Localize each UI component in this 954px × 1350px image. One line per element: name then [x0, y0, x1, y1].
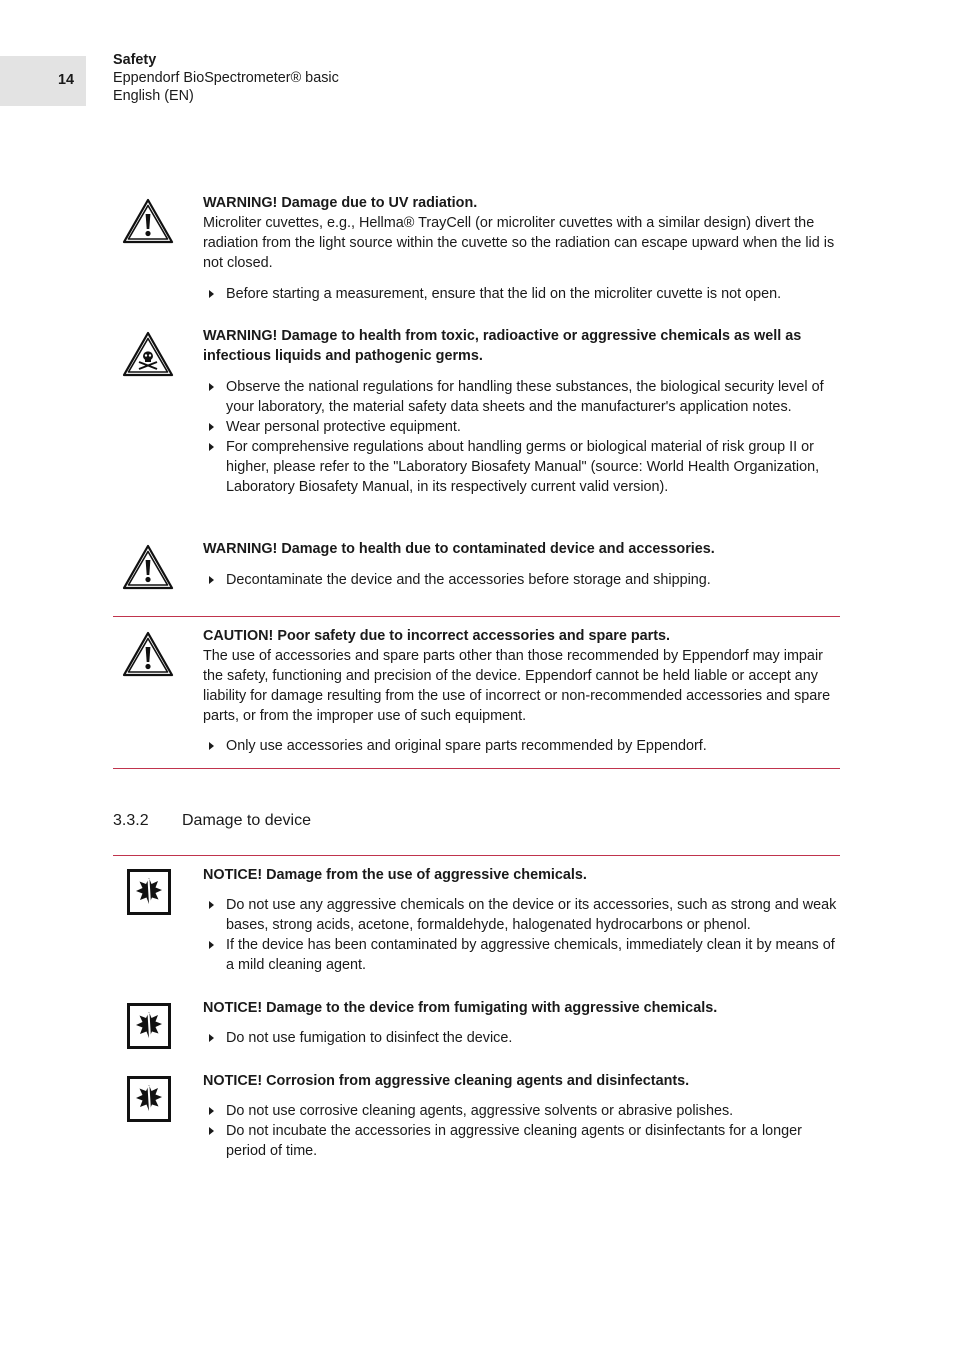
divider-rule	[113, 616, 840, 617]
notice-aggressive-chemicals	[113, 865, 840, 975]
instruction-list	[203, 736, 840, 756]
section-number: 3.3.2	[113, 812, 149, 829]
notice-heading: WARNING! Damage to health from toxic, radioactive or aggressive chemicals as well as infectious liquids and pathogenic germs.	[203, 328, 802, 364]
instruction-list	[203, 570, 840, 590]
instruction-list	[203, 377, 840, 497]
caution-accessories	[113, 626, 840, 756]
warning-toxic-chemicals	[113, 326, 840, 497]
section-title: Damage to device	[182, 812, 311, 829]
list-item: Do not incubate the accessories in aggressive cleaning agents or disinfectants for a longer period of time.	[203, 1121, 840, 1161]
notice-heading: WARNING! Damage to health due to contaminated device and accessories.	[203, 541, 715, 557]
warning-triangle-icon	[122, 631, 174, 677]
header-language: English (EN)	[113, 88, 194, 104]
notice-body: Microliter cuvettes, e.g., Hellma® TrayCell (or microliter cuvettes with a similar design) divert the radiation from the light source within the cuvette so the radiation can escape upward when the lid is not closed.	[203, 215, 835, 271]
header-section-title: Safety	[113, 52, 157, 68]
list-item: Do not use corrosive cleaning agents, aggressive solvents or abrasive polishes.	[203, 1101, 840, 1121]
bullet-arrow-icon	[209, 1127, 214, 1135]
notice-heading: WARNING! Damage due to UV radiation.	[203, 195, 478, 211]
list-item: Do not use any aggressive chemicals on the device or its accessories, such as strong and weak bases, strong acids, acetone, formaldehyde, halogenated hydrocarbons or phenol.	[203, 895, 840, 935]
notice-heading: NOTICE! Damage from the use of aggressive chemicals.	[203, 867, 587, 883]
notice-heading: NOTICE! Corrosion from aggressive cleaning agents and disinfectants.	[203, 1073, 690, 1089]
list-item: Observe the national regulations for handling these substances, the biological security level of your laboratory, the material safety data sheets and the manufacturer's application notes.	[203, 377, 840, 417]
list-item: If the device has been contaminated by aggressive chemicals, immediately clean it by means of a mild cleaning agent.	[203, 935, 840, 975]
list-item: Only use accessories and original spare parts recommended by Eppendorf.	[203, 736, 840, 756]
notice-corrosion	[113, 1071, 840, 1161]
header-product-name: Eppendorf BioSpectrometer® basic	[113, 70, 339, 86]
bullet-arrow-icon	[209, 742, 214, 750]
running-header	[113, 51, 339, 105]
property-damage-icon	[127, 1003, 171, 1049]
toxic-hazard-icon	[122, 331, 174, 377]
list-item: For comprehensive regulations about handling germs or biological material of risk group II or higher, please refer to the "Laboratory Biosafety Manual" (source: World Health Organization, Laboratory Biosafety Manual, in its respectively current valid version).	[203, 437, 840, 497]
notice-body: The use of accessories and spare parts other than those recommended by Eppendorf may impair the safety, functioning and precision of the device. Eppendorf cannot be held liable or accept any liability for damage resulting from the use of incorrect or non-recommended accessories and spare parts, or from the improper use of such equipment.	[203, 648, 831, 724]
list-item: Decontaminate the device and the accessories before storage and shipping.	[203, 570, 840, 590]
divider-rule	[113, 768, 840, 769]
warning-uv-radiation	[113, 193, 840, 304]
section-heading	[113, 811, 311, 831]
bullet-arrow-icon	[209, 443, 214, 451]
bullet-arrow-icon	[209, 290, 214, 298]
bullet-arrow-icon	[209, 941, 214, 949]
list-item: Wear personal protective equipment.	[203, 417, 840, 437]
instruction-list	[203, 284, 840, 304]
bullet-arrow-icon	[209, 576, 214, 584]
list-item: Before starting a measurement, ensure that the lid on the microliter cuvette is not open.	[203, 284, 840, 304]
bullet-arrow-icon	[209, 423, 214, 431]
divider-rule	[113, 855, 840, 856]
list-item: Do not use fumigation to disinfect the device.	[203, 1028, 840, 1048]
instruction-list	[203, 895, 840, 975]
property-damage-icon	[127, 1076, 171, 1122]
notice-heading: CAUTION! Poor safety due to incorrect accessories and spare parts.	[203, 628, 671, 644]
warning-triangle-icon	[122, 198, 174, 244]
bullet-arrow-icon	[209, 1034, 214, 1042]
bullet-arrow-icon	[209, 383, 214, 391]
instruction-list	[203, 1101, 840, 1161]
bullet-arrow-icon	[209, 901, 214, 909]
page-number: 14	[58, 72, 75, 88]
instruction-list	[203, 1028, 840, 1048]
warning-contaminated-device	[113, 539, 840, 590]
bullet-arrow-icon	[209, 1107, 214, 1115]
notice-fumigation	[113, 998, 840, 1048]
property-damage-icon	[127, 869, 171, 915]
notice-heading: NOTICE! Damage to the device from fumigating with aggressive chemicals.	[203, 1000, 718, 1016]
warning-triangle-icon	[122, 544, 174, 590]
